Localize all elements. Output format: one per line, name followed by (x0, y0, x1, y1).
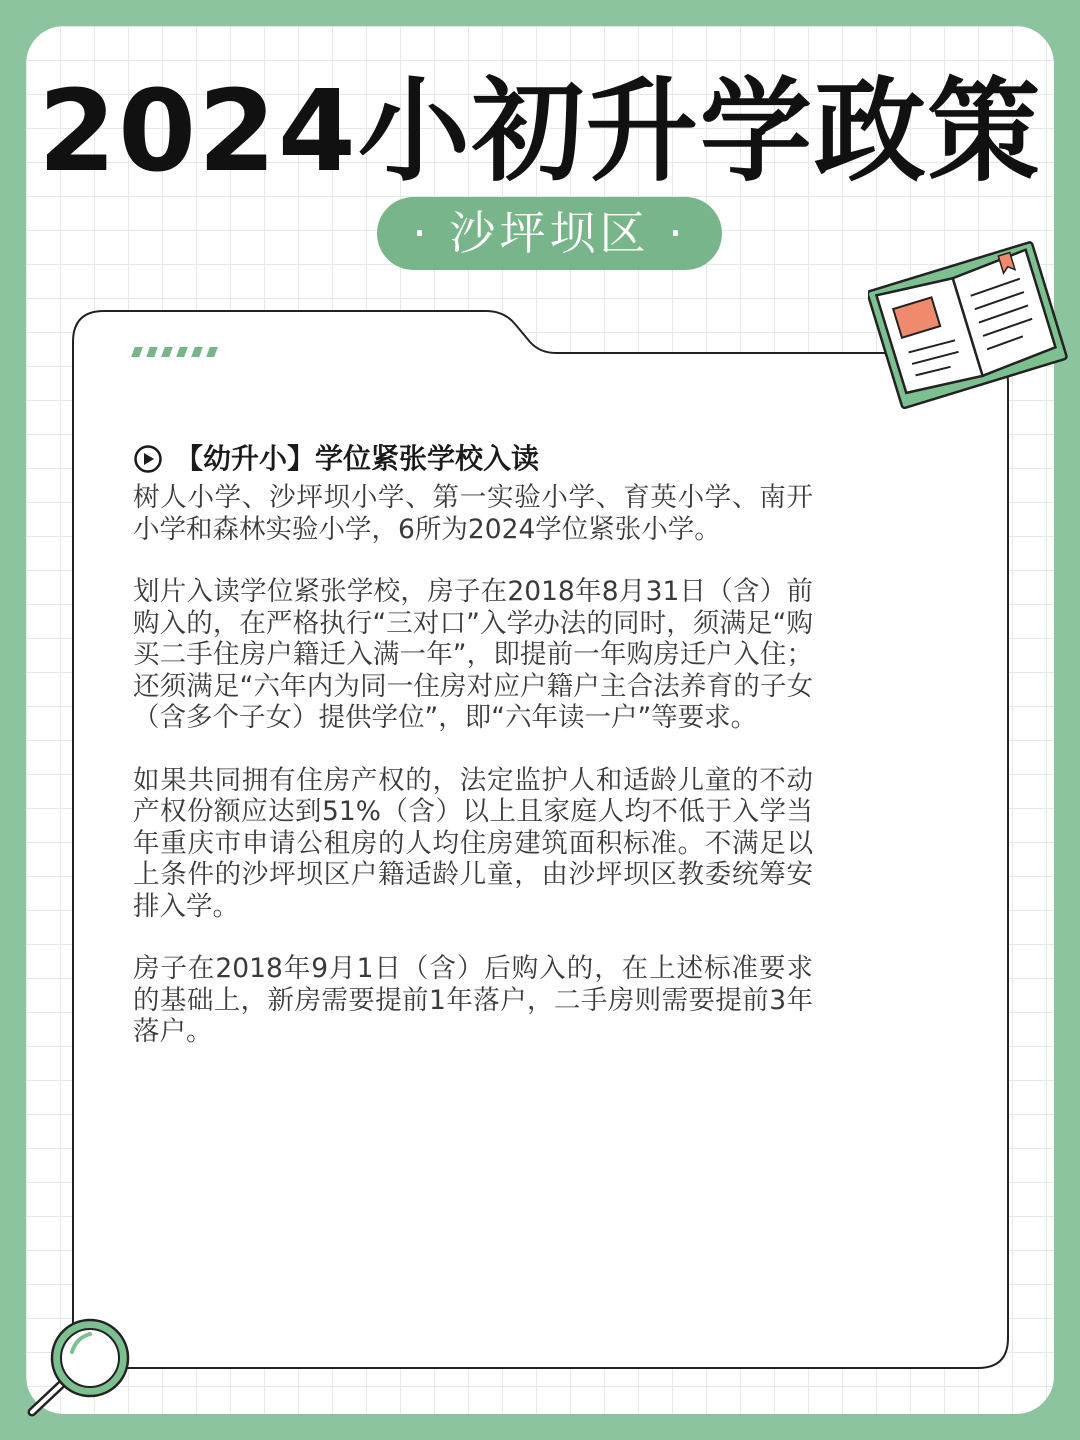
paragraph-after-2018: 房子在2018年9月1日（含）后购入的，在上述标准要求的基础上，新房需要提前1年落户，二手房则需要提前3年落户。 (133, 953, 813, 1047)
play-circle-icon (133, 444, 163, 474)
section-heading-text: 【幼升小】学位紧张学校入读 (175, 442, 540, 475)
article-body (133, 440, 813, 1079)
paragraph-schools: 树人小学、沙坪坝小学、第一实验小学、育英小学、南开小学和森林实验小学，6所为2024学位紧张小学。 (133, 482, 813, 545)
open-book-icon (868, 238, 1068, 413)
section-heading (133, 440, 813, 478)
decorative-dashes (133, 347, 216, 357)
district-badge: · 沙坪坝区 · (377, 197, 722, 270)
paragraph-before-2018: 划片入读学位紧张学校，房子在2018年8月31日（含）前购入的，在严格执行“三对口”入学办法的同时，须满足“购买二手住房户籍迁入满一年”，即提前一年购房迁户入住；还须满足“六年内为同一住房对应户籍户主合法养育的子女（含多个子女）提供学位”，即“六年读一户”等要求。 (133, 576, 813, 733)
paragraph-property-share: 如果共同拥有住房产权的，法定监护人和适龄儿童的不动产权份额应达到51%（含）以上且家庭人均不低于入学当年重庆市申请公租房的人均住房建筑面积标准。不满足以上条件的沙坪坝区户籍适龄儿童，由沙坪坝区教委统筹安排入学。 (133, 764, 813, 922)
magnifier-icon (14, 1314, 134, 1426)
page-title: 2024小初升学政策 (38, 67, 1042, 197)
